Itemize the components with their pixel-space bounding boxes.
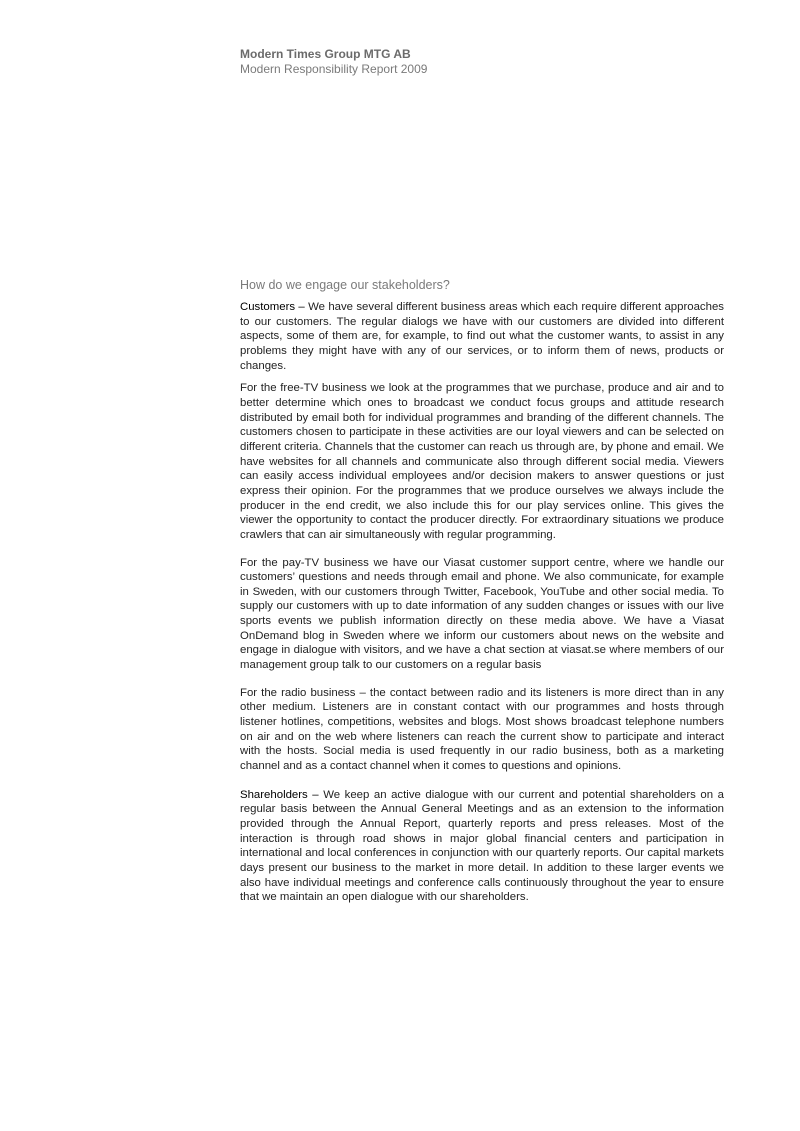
report-title: Modern Responsibility Report 2009 (240, 62, 428, 76)
page-header (240, 47, 724, 77)
paragraph-text: For the radio business – the contact between radio and its listeners is more direct than in any other medium. Listeners are in constant contact with our programmes and hosts through listener hotlines, competitions, websites and blogs. Most shows broadcast telephone numbers on air and on the web where listeners can reach the current show to participate and interact with the hosts. Social media is used frequently in our radio business, both as a marketing channel and as a contact channel when it comes to questions and opinions. (240, 686, 724, 773)
paragraph-text: For the pay-TV business we have our Viasat customer support centre, where we handle our customers’ questions and needs through email and phone. We also communicate, for example in Sweden, with our customers through Twitter, Facebook, YouTube and other social media. To supply our customers with up to date information of any sudden changes or issues with our live sports events we publish information directly on these media above. We have a Viasat OnDemand blog in Sweden where we inform our customers about news on the website and engage in dialogue with visitors, and we have a chat section at viasat.se where members of our management group talk to our customers on a regular basis (240, 556, 724, 672)
paragraph-text: We keep an active dialogue with our current and potential shareholders on a regular basis between the Annual General Meetings and as an extension to the information provided through the Annual Report, quarterly reports and press releases. Most of the interaction is through road shows in major global financial centers and participation in international and local conferences in conjunction with our quarterly reports. Our capital markets days present our business to the market in more detail. In addition to these larger events we also have individual meetings and conference calls continuously throughout the year to ensure that we maintain an open dialogue with our shareholders. (240, 788, 724, 904)
section-heading: How do we engage our stakeholders? (240, 278, 450, 292)
paragraph-lead-customers: Customers – (240, 301, 305, 313)
paragraph-shareholders (240, 788, 724, 905)
paragraph-pay-tv (240, 556, 724, 673)
main-content (240, 277, 724, 913)
paragraph-text: For the free-TV business we look at the programmes that we purchase, produce and air and to better determine which ones to broadcast we conduct focus groups and attitude research distributed by email both for individual programmes and branding of the different channels. The customers chosen to participate in these activities are our loyal viewers and can be selected on different criteria. Channels that the customer can reach us through are, by phone and email. We have websites for all channels and communicate also through different social media. Viewers can easily access individual employees and/or decision makers to answer questions or just express their opinion. For the programmes that we produce ourselves we always include the producer in the end credit, we also include this for our play services online. This gives the viewer the opportunity to contact the producer directly. For extraordinary situations we produce crawlers that can air simultaneously with regular programming. (240, 382, 724, 541)
paragraph-customers (240, 300, 724, 373)
paragraph-radio (240, 686, 724, 774)
paragraph-free-tv (240, 381, 724, 542)
company-name: Modern Times Group MTG AB (240, 47, 411, 61)
paragraph-lead-shareholders: Shareholders – (240, 788, 319, 801)
paragraph-text: We have several different business areas which each require different approaches to our customers. The regular dialogs we have with our customers are divided into different aspects, some of them are, for example, to find out what the customer wants, to assist in any problems they might have with any of our services, or to inform them of news, products or changes. (240, 301, 724, 372)
